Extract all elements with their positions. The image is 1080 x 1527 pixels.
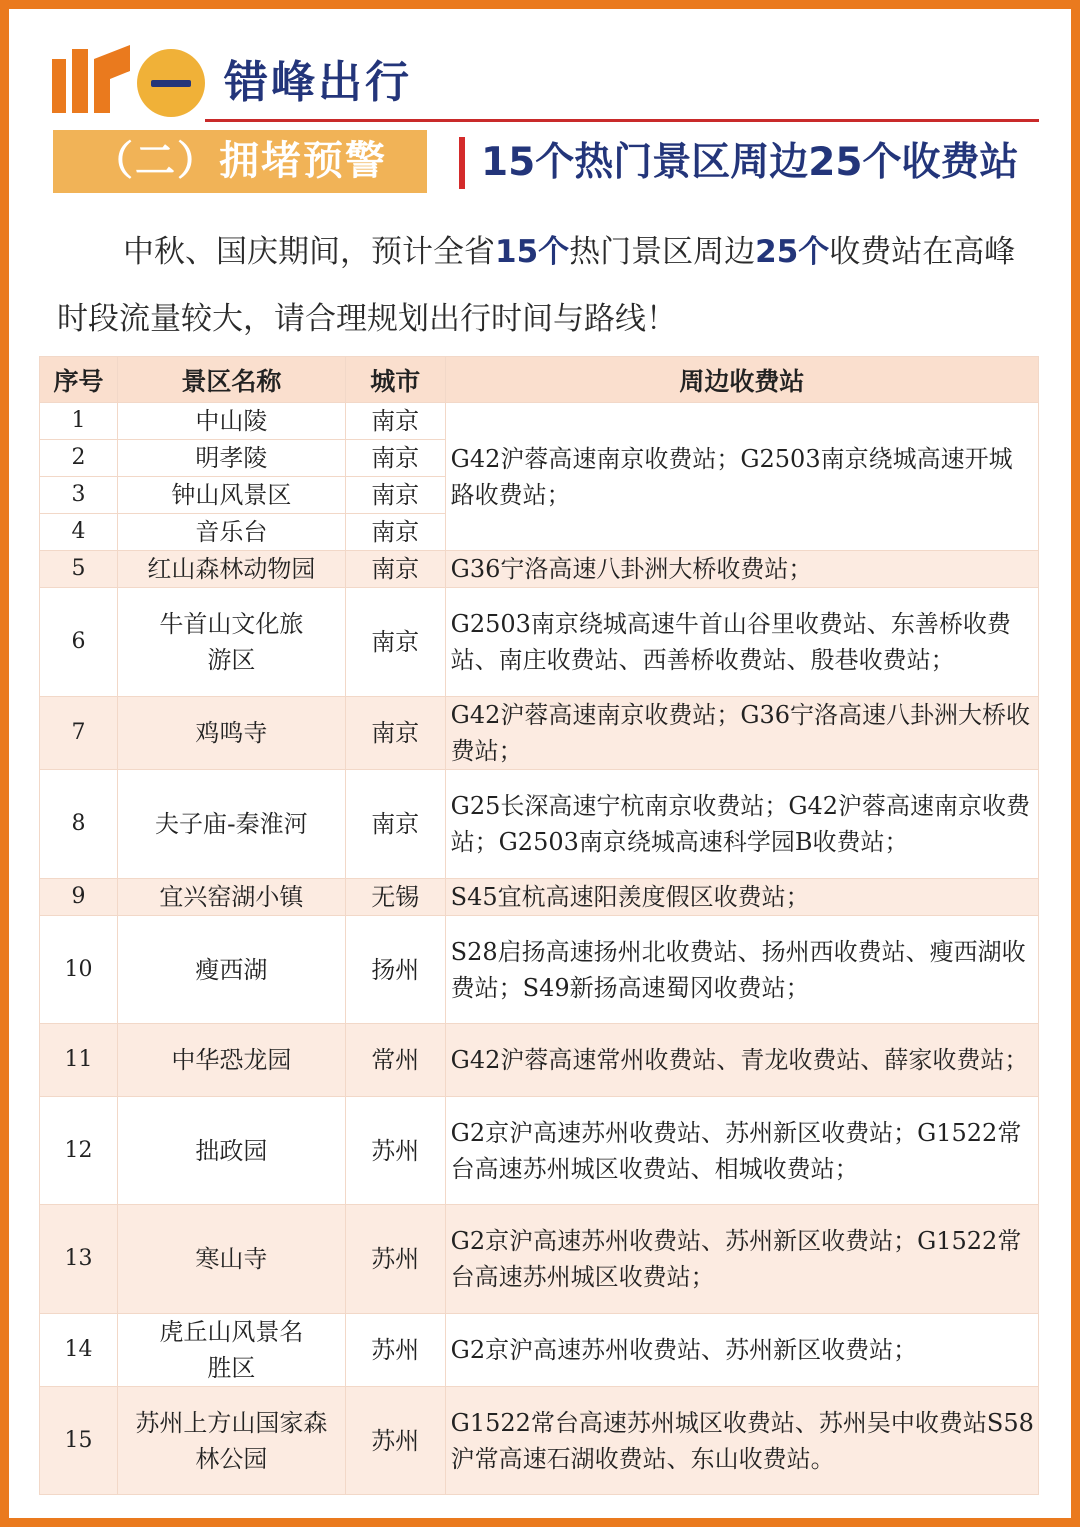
intro-text-2: 热门景区周边 <box>569 234 756 270</box>
row-tolls: G2京沪高速苏州收费站、苏州新区收费站；G1522常台高速苏州城区收费站、相城收费站； <box>445 1097 1038 1205</box>
row-no: 6 <box>40 588 118 697</box>
subheading-marker <box>459 137 465 189</box>
row-name: 寒山寺 <box>117 1205 345 1314</box>
row-tolls: G42沪蓉高速南京收费站；G36宁洛高速八卦洲大桥收费站； <box>445 697 1038 770</box>
row-city: 南京 <box>345 477 445 514</box>
row-no: 8 <box>40 770 118 879</box>
subheading: 15个热门景区周边25个收费站 <box>481 140 1019 185</box>
table-row <box>40 697 1039 770</box>
row-no: 14 <box>40 1314 118 1387</box>
header-name: 景区名称 <box>117 357 345 403</box>
section-title: 错峰出行 <box>224 57 412 108</box>
row-tolls: G2京沪高速苏州收费站、苏州新区收费站；G1522常台高速苏州城区收费站； <box>445 1205 1038 1314</box>
row-city: 常州 <box>345 1024 445 1097</box>
section-number <box>151 80 191 87</box>
row-name: 音乐台 <box>117 514 345 551</box>
row-city: 苏州 <box>345 1205 445 1314</box>
header-tolls: 周边收费站 <box>445 357 1038 403</box>
row-city: 南京 <box>345 551 445 588</box>
table-row <box>40 916 1039 1024</box>
row-tolls-shared: G42沪蓉高速南京收费站；G2503南京绕城高速开城路收费站； <box>445 403 1038 551</box>
row-no: 9 <box>40 879 118 916</box>
table-row <box>40 588 1039 697</box>
row-city: 扬州 <box>345 916 445 1024</box>
toll-table <box>39 356 1039 1495</box>
row-city: 南京 <box>345 770 445 879</box>
table-row <box>40 1314 1039 1387</box>
row-tolls: S28启扬高速扬州北收费站、扬州西收费站、瘦西湖收费站；S49新扬高速蜀冈收费站； <box>445 916 1038 1024</box>
intro-highlight-2: 25个 <box>755 234 830 270</box>
row-name: 瘦西湖 <box>117 916 345 1024</box>
row-tolls: G1522常台高速苏州城区收费站、苏州吴中收费站S58沪常高速石湖收费站、东山收费站。 <box>445 1387 1038 1495</box>
row-no: 10 <box>40 916 118 1024</box>
row-tolls: G25长深高速宁杭南京收费站；G42沪蓉高速南京收费站；G2503南京绕城高速科学园B收费站； <box>445 770 1038 879</box>
row-tolls: G36宁洛高速八卦洲大桥收费站； <box>445 551 1038 588</box>
table-row <box>40 1387 1039 1495</box>
row-name: 虎丘山风景名胜区 <box>117 1314 345 1387</box>
row-tolls: S45宜杭高速阳羡度假区收费站； <box>445 879 1038 916</box>
subsection-badge: （二）拥堵预警 <box>53 130 427 193</box>
intro-highlight-1: 15个 <box>495 234 570 270</box>
table-row <box>40 551 1039 588</box>
row-no: 7 <box>40 697 118 770</box>
row-name: 钟山风景区 <box>117 477 345 514</box>
row-name: 拙政园 <box>117 1097 345 1205</box>
row-no: 3 <box>40 477 118 514</box>
row-name: 中山陵 <box>117 403 345 440</box>
row-no: 11 <box>40 1024 118 1097</box>
row-name: 明孝陵 <box>117 440 345 477</box>
row-no: 4 <box>40 514 118 551</box>
row-name: 宜兴窑湖小镇 <box>117 879 345 916</box>
section-number-badge <box>137 49 205 117</box>
intro-paragraph <box>57 219 1042 353</box>
intro-text-3: 收费站在高峰时段流量较大，请合理规划出行时间与路线！ <box>57 234 1016 337</box>
row-name: 苏州上方山国家森林公园 <box>117 1387 345 1495</box>
row-no: 5 <box>40 551 118 588</box>
row-city: 南京 <box>345 588 445 697</box>
table-row <box>40 403 1039 440</box>
header-city: 城市 <box>345 357 445 403</box>
row-city: 南京 <box>345 514 445 551</box>
logo-icon <box>52 45 132 115</box>
row-tolls: G2京沪高速苏州收费站、苏州新区收费站； <box>445 1314 1038 1387</box>
row-city: 苏州 <box>345 1387 445 1495</box>
header-no: 序号 <box>40 357 118 403</box>
table-header-row <box>40 357 1039 403</box>
row-tolls: G42沪蓉高速常州收费站、青龙收费站、薛家收费站； <box>445 1024 1038 1097</box>
row-city: 南京 <box>345 440 445 477</box>
row-city: 苏州 <box>345 1314 445 1387</box>
row-no: 12 <box>40 1097 118 1205</box>
row-tolls: G2503南京绕城高速牛首山谷里收费站、东善桥收费站、南庄收费站、西善桥收费站、殷巷收费站； <box>445 588 1038 697</box>
table-row <box>40 1024 1039 1097</box>
table-row <box>40 879 1039 916</box>
row-city: 无锡 <box>345 879 445 916</box>
row-no: 13 <box>40 1205 118 1314</box>
row-no: 15 <box>40 1387 118 1495</box>
row-city: 苏州 <box>345 1097 445 1205</box>
row-no: 2 <box>40 440 118 477</box>
row-name: 鸡鸣寺 <box>117 697 345 770</box>
row-city: 南京 <box>345 403 445 440</box>
intro-text-1: 中秋、国庆期间，预计全省 <box>123 234 495 270</box>
row-name: 牛首山文化旅游区 <box>117 588 345 697</box>
table-row <box>40 1205 1039 1314</box>
divider-line <box>205 119 1039 122</box>
row-name: 夫子庙-秦淮河 <box>117 770 345 879</box>
row-city: 南京 <box>345 697 445 770</box>
row-no: 1 <box>40 403 118 440</box>
table-row <box>40 770 1039 879</box>
row-name: 中华恐龙园 <box>117 1024 345 1097</box>
row-name: 红山森林动物园 <box>117 551 345 588</box>
table-row <box>40 1097 1039 1205</box>
